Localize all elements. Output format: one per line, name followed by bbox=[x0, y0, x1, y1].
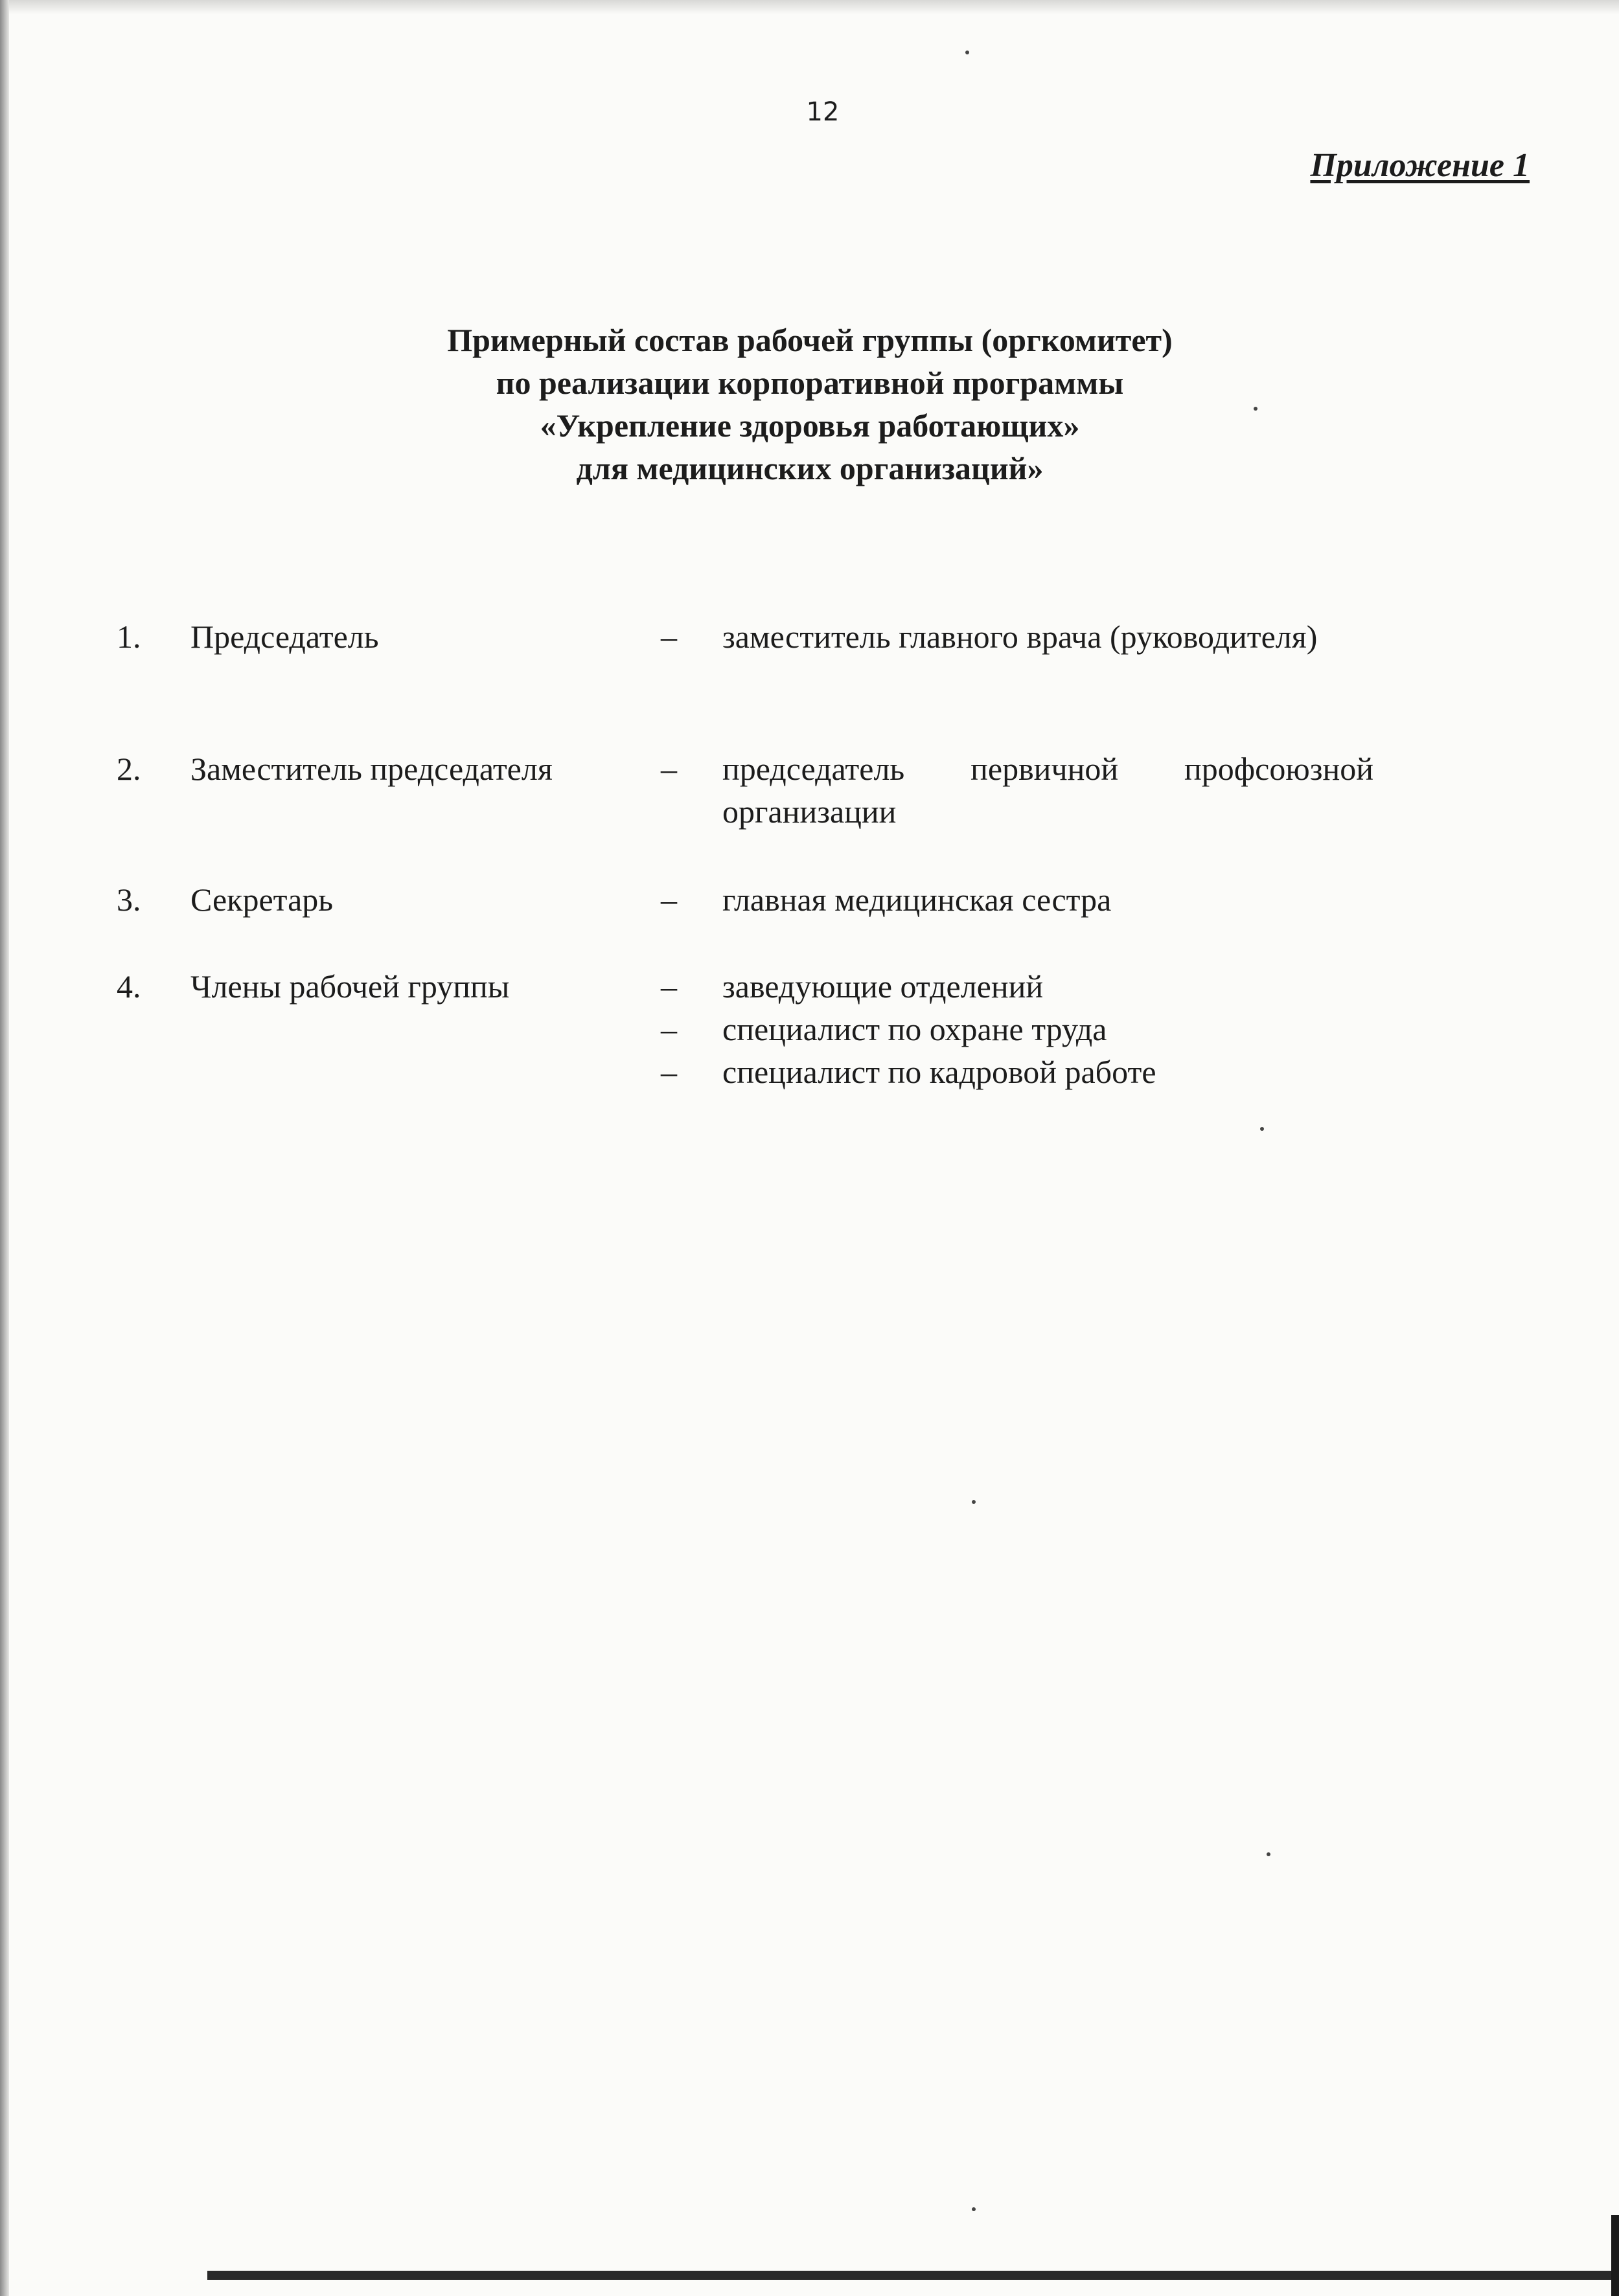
page-number: 12 bbox=[806, 97, 840, 127]
title-line: для медицинских организаций» bbox=[576, 450, 1044, 486]
title-line: «Укрепление здоровья работающих» bbox=[540, 407, 1080, 444]
item-number: 2. bbox=[117, 751, 141, 787]
entry-row bbox=[661, 965, 1373, 1008]
item-number: 4. bbox=[117, 968, 141, 1005]
item-number: 3. bbox=[117, 881, 141, 918]
title-line: Примерный состав рабочей группы (оргкомитет) bbox=[447, 322, 1173, 358]
scan-bottom-edge bbox=[207, 2271, 1619, 2280]
item-role: Заместитель председателя bbox=[190, 751, 553, 787]
entry-text: заведующие отделений bbox=[722, 968, 1044, 1005]
scan-speck bbox=[965, 51, 969, 54]
entry-text: заместитель главного врача (руководителя) bbox=[722, 619, 1318, 655]
item-role: Секретарь bbox=[190, 881, 334, 918]
item-entries bbox=[661, 965, 1373, 1093]
scan-speck bbox=[1254, 407, 1257, 411]
scan-speck bbox=[972, 2207, 976, 2211]
scan-left-edge bbox=[0, 0, 9, 2296]
item-number: 1. bbox=[117, 619, 141, 655]
entry-text: председатель первичной профсоюзной организации bbox=[722, 751, 1373, 830]
dash: – bbox=[661, 619, 677, 655]
entry-row bbox=[661, 878, 1373, 921]
list-item bbox=[117, 965, 1373, 1090]
item-entries bbox=[661, 615, 1373, 658]
document-title bbox=[194, 319, 1425, 490]
item-entries bbox=[661, 747, 1373, 833]
entry-text: главная медицинская сестра bbox=[722, 881, 1112, 918]
working-group-list bbox=[117, 615, 1373, 1090]
dash: – bbox=[661, 1011, 677, 1047]
dash: – bbox=[661, 968, 677, 1005]
entry-row bbox=[661, 747, 1373, 833]
scan-top-edge bbox=[0, 0, 1619, 14]
list-item bbox=[117, 747, 1373, 878]
list-item bbox=[117, 615, 1373, 747]
item-role: Председатель bbox=[190, 619, 379, 655]
dash: – bbox=[661, 1054, 677, 1090]
dash: – bbox=[661, 751, 677, 787]
entry-text: специалист по охране труда bbox=[722, 1011, 1107, 1047]
entry-row bbox=[661, 1008, 1373, 1051]
title-line: по реализации корпоративной программы bbox=[496, 365, 1124, 401]
entry-row bbox=[661, 1051, 1373, 1093]
appendix-label: Приложение 1 bbox=[1310, 147, 1530, 184]
scan-right-edge bbox=[1611, 2215, 1619, 2296]
dash: – bbox=[661, 881, 677, 918]
list-item bbox=[117, 878, 1373, 965]
entry-text: специалист по кадровой работе bbox=[722, 1054, 1156, 1090]
item-role: Члены рабочей группы bbox=[190, 968, 510, 1005]
scan-speck bbox=[972, 1500, 976, 1504]
scan-speck bbox=[1267, 1852, 1270, 1856]
scan-speck bbox=[1260, 1127, 1264, 1131]
item-entries bbox=[661, 878, 1373, 921]
entry-row bbox=[661, 615, 1373, 658]
